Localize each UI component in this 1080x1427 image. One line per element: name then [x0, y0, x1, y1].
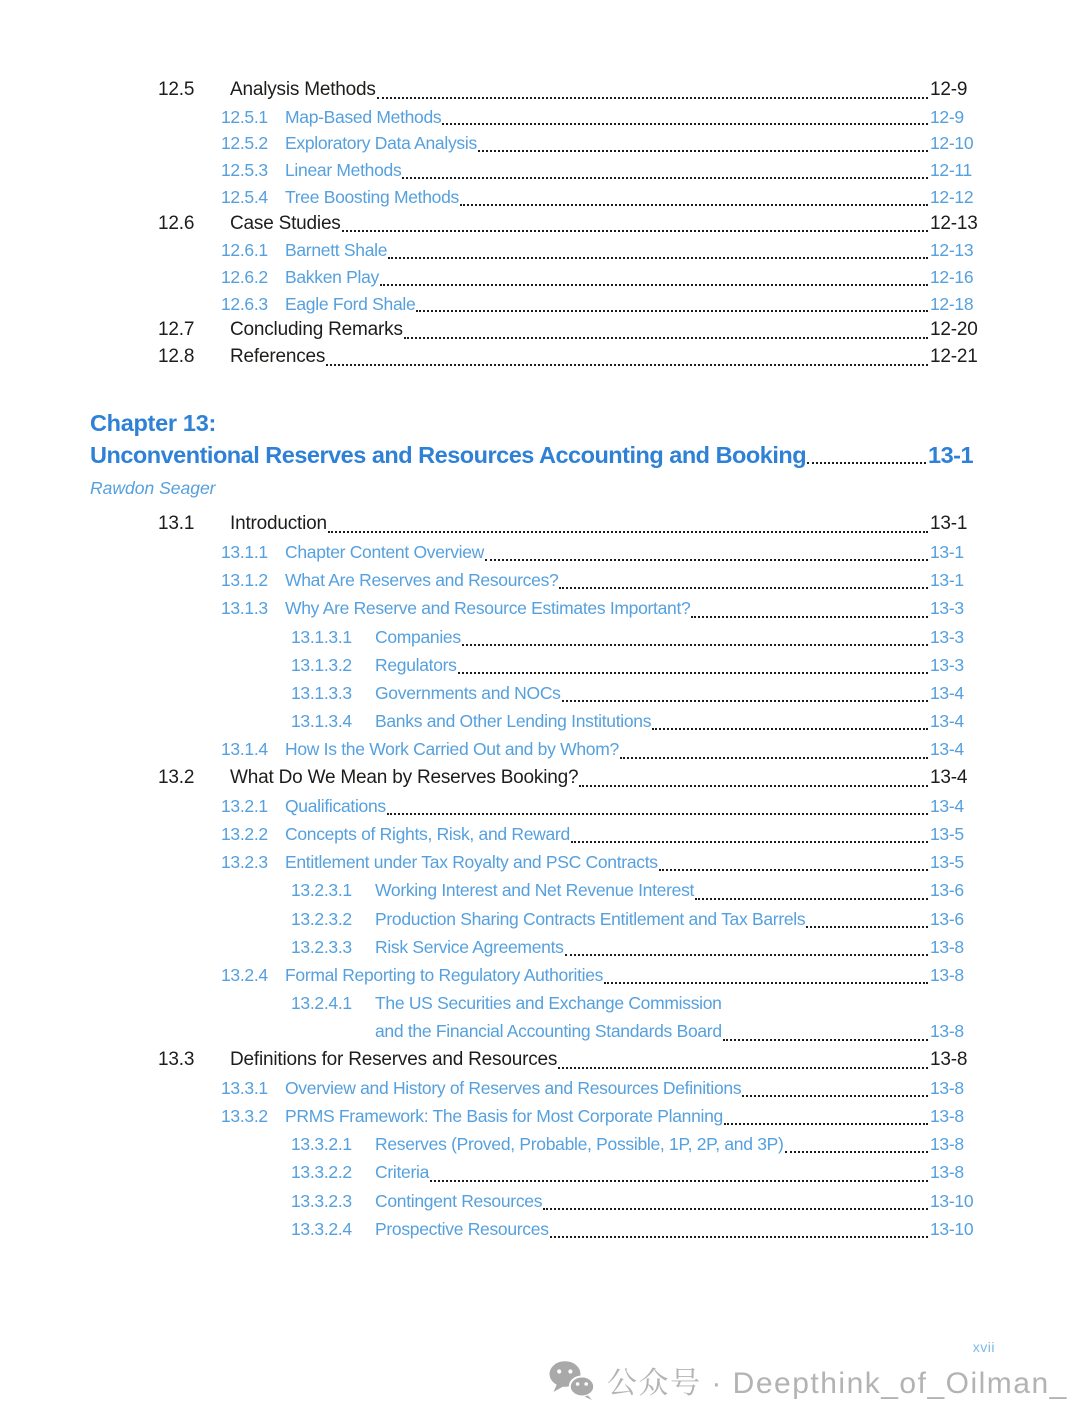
toc-entry — [90, 1130, 982, 1158]
toc-entry-number: 13.1.3.3 — [291, 682, 352, 703]
toc-entry-number: 13.1.2 — [221, 570, 268, 591]
toc-entry — [90, 344, 982, 371]
toc-entry-page: 13-6 — [930, 880, 964, 901]
dotted-leader — [387, 813, 928, 815]
toc-entry-page: 13-4 — [930, 711, 964, 732]
toc-entry-title: Overview and History of Reserves and Resources Definitions — [285, 1077, 742, 1098]
chapter-title-row — [90, 439, 982, 471]
chapter-13-toc-entries — [90, 510, 982, 1243]
toc-entry-page: 13-8 — [930, 1134, 964, 1155]
toc-entry-title: Map-Based Methods — [285, 106, 442, 127]
toc-entry-title: Qualifications — [285, 795, 386, 816]
toc-entry-page: 13-8 — [930, 1048, 968, 1070]
toc-entry-page: 12-9 — [930, 79, 968, 100]
toc-entry-number: 12.5.2 — [221, 133, 268, 154]
toc-entry-title: Bakken Play — [285, 266, 379, 287]
toc-entry-number: 13.3.2.2 — [291, 1162, 352, 1183]
toc-entry — [90, 510, 982, 538]
toc-entry-page: 12-18 — [930, 293, 974, 314]
toc-entry-number: 13.3.1 — [221, 1077, 268, 1098]
toc-entry — [90, 764, 982, 792]
dotted-leader — [723, 1039, 928, 1041]
dotted-leader — [724, 1123, 928, 1125]
toc-entry — [90, 104, 982, 131]
toc-entry-number: 13.2.4 — [221, 964, 268, 985]
toc-entry-number: 13.2.3 — [221, 852, 268, 873]
toc-entry-number: 13.1 — [158, 512, 195, 534]
toc-entry-page: 13-4 — [930, 795, 964, 816]
toc-entry-title: and the Financial Accounting Standards Board — [375, 1021, 722, 1042]
toc-entry-number: 12.6.2 — [221, 266, 268, 287]
toc-entry-title: How Is the Work Carried Out and by Whom? — [285, 739, 619, 760]
toc-entry-number: 13.3 — [158, 1048, 195, 1070]
toc-entry — [90, 651, 982, 679]
toc-entry-page: 12-11 — [930, 160, 972, 181]
toc-entry — [90, 905, 982, 933]
toc-entry-page: 13-5 — [930, 852, 964, 873]
toc-entry-title: Production Sharing Contracts Entitlement and Tax Barrels — [375, 908, 806, 929]
toc-entry-page: 13-1 — [930, 570, 964, 591]
toc-entry-title: Why Are Reserve and Resource Estimates Important? — [285, 598, 691, 619]
toc-entry-page: 13-6 — [930, 908, 964, 929]
dotted-leader — [559, 587, 928, 589]
dotted-leader — [604, 982, 928, 984]
toc-entry-number: 13.2 — [158, 766, 195, 788]
toc-entry-number: 12.6.1 — [221, 240, 268, 261]
dotted-leader — [571, 841, 928, 843]
toc-entry-title: Risk Service Agreements — [375, 936, 564, 957]
chapter-author: Rawdon Seager — [90, 477, 216, 498]
toc-entry — [90, 1046, 982, 1074]
toc-entry-number: 13.1.1 — [221, 541, 268, 562]
toc-entry-title: Reserves (Proved, Probable, Possible, 1P, 2P, and 3P) — [375, 1134, 784, 1155]
chapter-title: Unconventional Reserves and Resources Accounting and Booking — [90, 441, 807, 468]
chapter-page-number: 13-1 — [928, 441, 974, 468]
toc-entry-page: 12-12 — [930, 186, 974, 207]
chapter-number-heading: Chapter 13: — [90, 409, 216, 436]
toc-entry-number: 13.2.3.1 — [291, 880, 352, 901]
toc-entry — [90, 264, 982, 291]
toc-entry-page: 13-8 — [930, 936, 964, 957]
toc-entry-page: 13-8 — [930, 1162, 964, 1183]
toc-entry-title: Entitlement under Tax Royalty and PSC Contracts — [285, 852, 658, 873]
toc-entry-number: 12.6 — [158, 212, 195, 234]
toc-entry-number: 13.2.3.3 — [291, 936, 352, 957]
toc-entry — [90, 538, 982, 566]
dotted-leader — [579, 785, 928, 787]
toc-entry-title: Companies — [375, 626, 461, 647]
dotted-leader — [558, 1067, 928, 1069]
toc-entry — [90, 237, 982, 264]
toc-entry-title: Contingent Resources — [375, 1190, 543, 1211]
toc-entry-page: 12-16 — [930, 266, 974, 287]
toc-entry-title: Linear Methods — [285, 160, 402, 181]
toc-entry-page: 13-1 — [930, 512, 968, 534]
toc-entry — [90, 792, 982, 820]
toc-entry-number: 13.1.3.2 — [291, 654, 352, 675]
toc-entry-page: 13-10 — [930, 1190, 974, 1211]
toc-entry-number: 12.5.3 — [221, 160, 268, 181]
dotted-leader — [691, 616, 928, 618]
table-of-contents — [90, 77, 982, 1243]
toc-entry-title: Governments and NOCs — [375, 682, 561, 703]
toc-entry-page: 13-1 — [930, 541, 964, 562]
chapter-13-heading — [90, 407, 982, 502]
dotted-leader — [807, 462, 926, 464]
toc-entry-page: 13-8 — [930, 1106, 964, 1126]
toc-entry-number: 13.2.4.1 — [291, 993, 352, 1014]
toc-entry-number: 13.1.3.4 — [291, 711, 352, 732]
dotted-leader — [652, 728, 928, 730]
dotted-leader — [342, 230, 928, 232]
dotted-leader — [416, 310, 928, 312]
dotted-leader — [620, 757, 928, 759]
toc-entry-page: 12-21 — [930, 346, 978, 368]
dotted-leader — [562, 700, 928, 702]
page-folio: xvii — [972, 1339, 995, 1355]
toc-entry — [90, 848, 982, 876]
toc-entry — [90, 820, 982, 848]
dotted-leader — [430, 1180, 928, 1182]
dotted-leader — [460, 204, 928, 206]
wechat-watermark — [548, 1358, 1068, 1402]
toc-entry-number: 12.5.1 — [221, 106, 268, 127]
toc-entry-title: References — [230, 346, 326, 368]
dotted-leader — [402, 177, 928, 179]
toc-entry — [90, 1102, 982, 1130]
toc-entry — [90, 707, 982, 735]
toc-entry-page: 12-9 — [930, 106, 964, 127]
toc-entry-title: Criteria — [375, 1162, 429, 1183]
toc-entry-continuation — [90, 1017, 982, 1045]
dotted-leader — [806, 926, 928, 928]
toc-entry-page: 13-3 — [930, 626, 964, 647]
toc-entry-number: 13.2.1 — [221, 795, 268, 816]
dotted-leader — [326, 364, 928, 366]
toc-entry — [90, 291, 982, 318]
toc-entry-title: Regulators — [375, 654, 457, 675]
toc-entry-number: 13.3.2.3 — [291, 1190, 352, 1211]
toc-entry-title: Eagle Ford Shale — [285, 293, 416, 314]
toc-entry-title: Exploratory Data Analysis — [285, 133, 477, 154]
toc-entry-title: What Do We Mean by Reserves Booking? — [230, 766, 579, 788]
toc-entry-page: 12-13 — [930, 212, 978, 234]
toc-entry — [90, 1074, 982, 1102]
toc-entry-title: Formal Reporting to Regulatory Authorities — [285, 964, 604, 985]
toc-entry-number: 13.3.2 — [221, 1106, 268, 1126]
dotted-leader — [388, 257, 928, 259]
toc-entry-number: 13.2.2 — [221, 823, 268, 844]
toc-entry-page: 13-8 — [930, 1077, 964, 1098]
dotted-leader — [404, 337, 928, 339]
wechat-icon — [548, 1360, 596, 1400]
dotted-leader — [377, 97, 928, 99]
toc-entry-title: Definitions for Reserves and Resources — [230, 1048, 558, 1070]
dotted-leader — [380, 284, 928, 286]
dotted-leader — [695, 898, 928, 900]
toc-entry-page: 13-4 — [930, 766, 968, 788]
toc-entry-title: Concluding Remarks — [230, 319, 403, 341]
toc-entry-title: Concepts of Rights, Risk, and Reward — [285, 823, 570, 844]
toc-entry — [90, 933, 982, 961]
toc-entry — [90, 735, 982, 763]
toc-entry-page: 13-4 — [930, 739, 964, 760]
dotted-leader — [458, 672, 928, 674]
dotted-leader — [659, 869, 928, 871]
toc-entry — [90, 1158, 982, 1186]
toc-entry-number: 13.2.3.2 — [291, 908, 352, 929]
toc-entry-number: 12.8 — [158, 346, 195, 368]
toc-entry-number: 13.1.3.1 — [291, 626, 352, 647]
toc-entry-page: 13-5 — [930, 823, 964, 844]
toc-entry-title: The US Securities and Exchange Commission — [375, 993, 722, 1014]
toc-entry-page: 13-3 — [930, 654, 964, 675]
toc-entry-number: 12.6.3 — [221, 293, 268, 314]
toc-entry — [90, 317, 982, 344]
toc-entry-number: 13.1.3 — [221, 598, 268, 619]
toc-entry-page: 13-3 — [930, 598, 964, 619]
toc-entry — [90, 1187, 982, 1215]
toc-entry — [90, 130, 982, 157]
dotted-leader — [485, 559, 928, 561]
dotted-leader — [565, 954, 928, 956]
toc-entry — [90, 157, 982, 184]
watermark-text: 公众号 · Deepthink_of_Oilman_ — [607, 1367, 1068, 1400]
toc-entry — [90, 566, 982, 594]
toc-entry — [90, 989, 982, 1017]
toc-entry-title: Chapter Content Overview — [285, 541, 485, 562]
toc-entry-title: PRMS Framework: The Basis for Most Corporate Planning — [285, 1106, 723, 1126]
toc-entry-number: 13.1.4 — [221, 739, 268, 760]
toc-entry-title: Tree Boosting Methods — [285, 186, 459, 207]
toc-entry-number: 12.7 — [158, 319, 195, 341]
dotted-leader — [462, 644, 928, 646]
chapter-12-toc-entries — [90, 77, 982, 371]
toc-entry — [90, 211, 982, 238]
toc-entry-page: 12-20 — [930, 319, 978, 341]
toc-entry-page: 13-10 — [930, 1218, 974, 1239]
toc-entry-page: 12-13 — [930, 240, 974, 261]
toc-entry — [90, 876, 982, 904]
toc-entry-title: Working Interest and Net Revenue Interest — [375, 880, 695, 901]
toc-entry — [90, 594, 982, 622]
toc-entry-title: Banks and Other Lending Institutions — [375, 711, 652, 732]
toc-entry-number: 13.3.2.4 — [291, 1218, 352, 1239]
toc-entry-title: Introduction — [230, 512, 327, 534]
toc-entry — [90, 1215, 982, 1243]
dotted-leader — [543, 1208, 928, 1210]
toc-entry-page: 13-8 — [930, 1021, 964, 1042]
toc-entry — [90, 623, 982, 651]
toc-entry-title: Case Studies — [230, 212, 341, 234]
toc-entry-title: Prospective Resources — [375, 1218, 549, 1239]
dotted-leader — [785, 1151, 928, 1153]
dotted-leader — [442, 123, 928, 125]
toc-entry — [90, 679, 982, 707]
dotted-leader — [742, 1095, 928, 1097]
toc-entry — [90, 77, 982, 104]
toc-entry-page: 13-8 — [930, 964, 964, 985]
dotted-leader — [328, 531, 928, 533]
dotted-leader — [478, 150, 928, 152]
toc-entry-page: 13-4 — [930, 682, 964, 703]
toc-entry-number: 13.3.2.1 — [291, 1134, 352, 1155]
toc-entry-title: Barnett Shale — [285, 240, 388, 261]
dotted-leader — [550, 1236, 928, 1238]
toc-entry — [90, 184, 982, 211]
toc-entry — [90, 961, 982, 989]
toc-entry-number: 12.5.4 — [221, 186, 268, 207]
toc-entry-title: What Are Reserves and Resources? — [285, 570, 559, 591]
toc-entry-title: Analysis Methods — [230, 79, 376, 100]
toc-entry-number: 12.5 — [158, 79, 195, 100]
toc-entry-page: 12-10 — [930, 133, 974, 154]
